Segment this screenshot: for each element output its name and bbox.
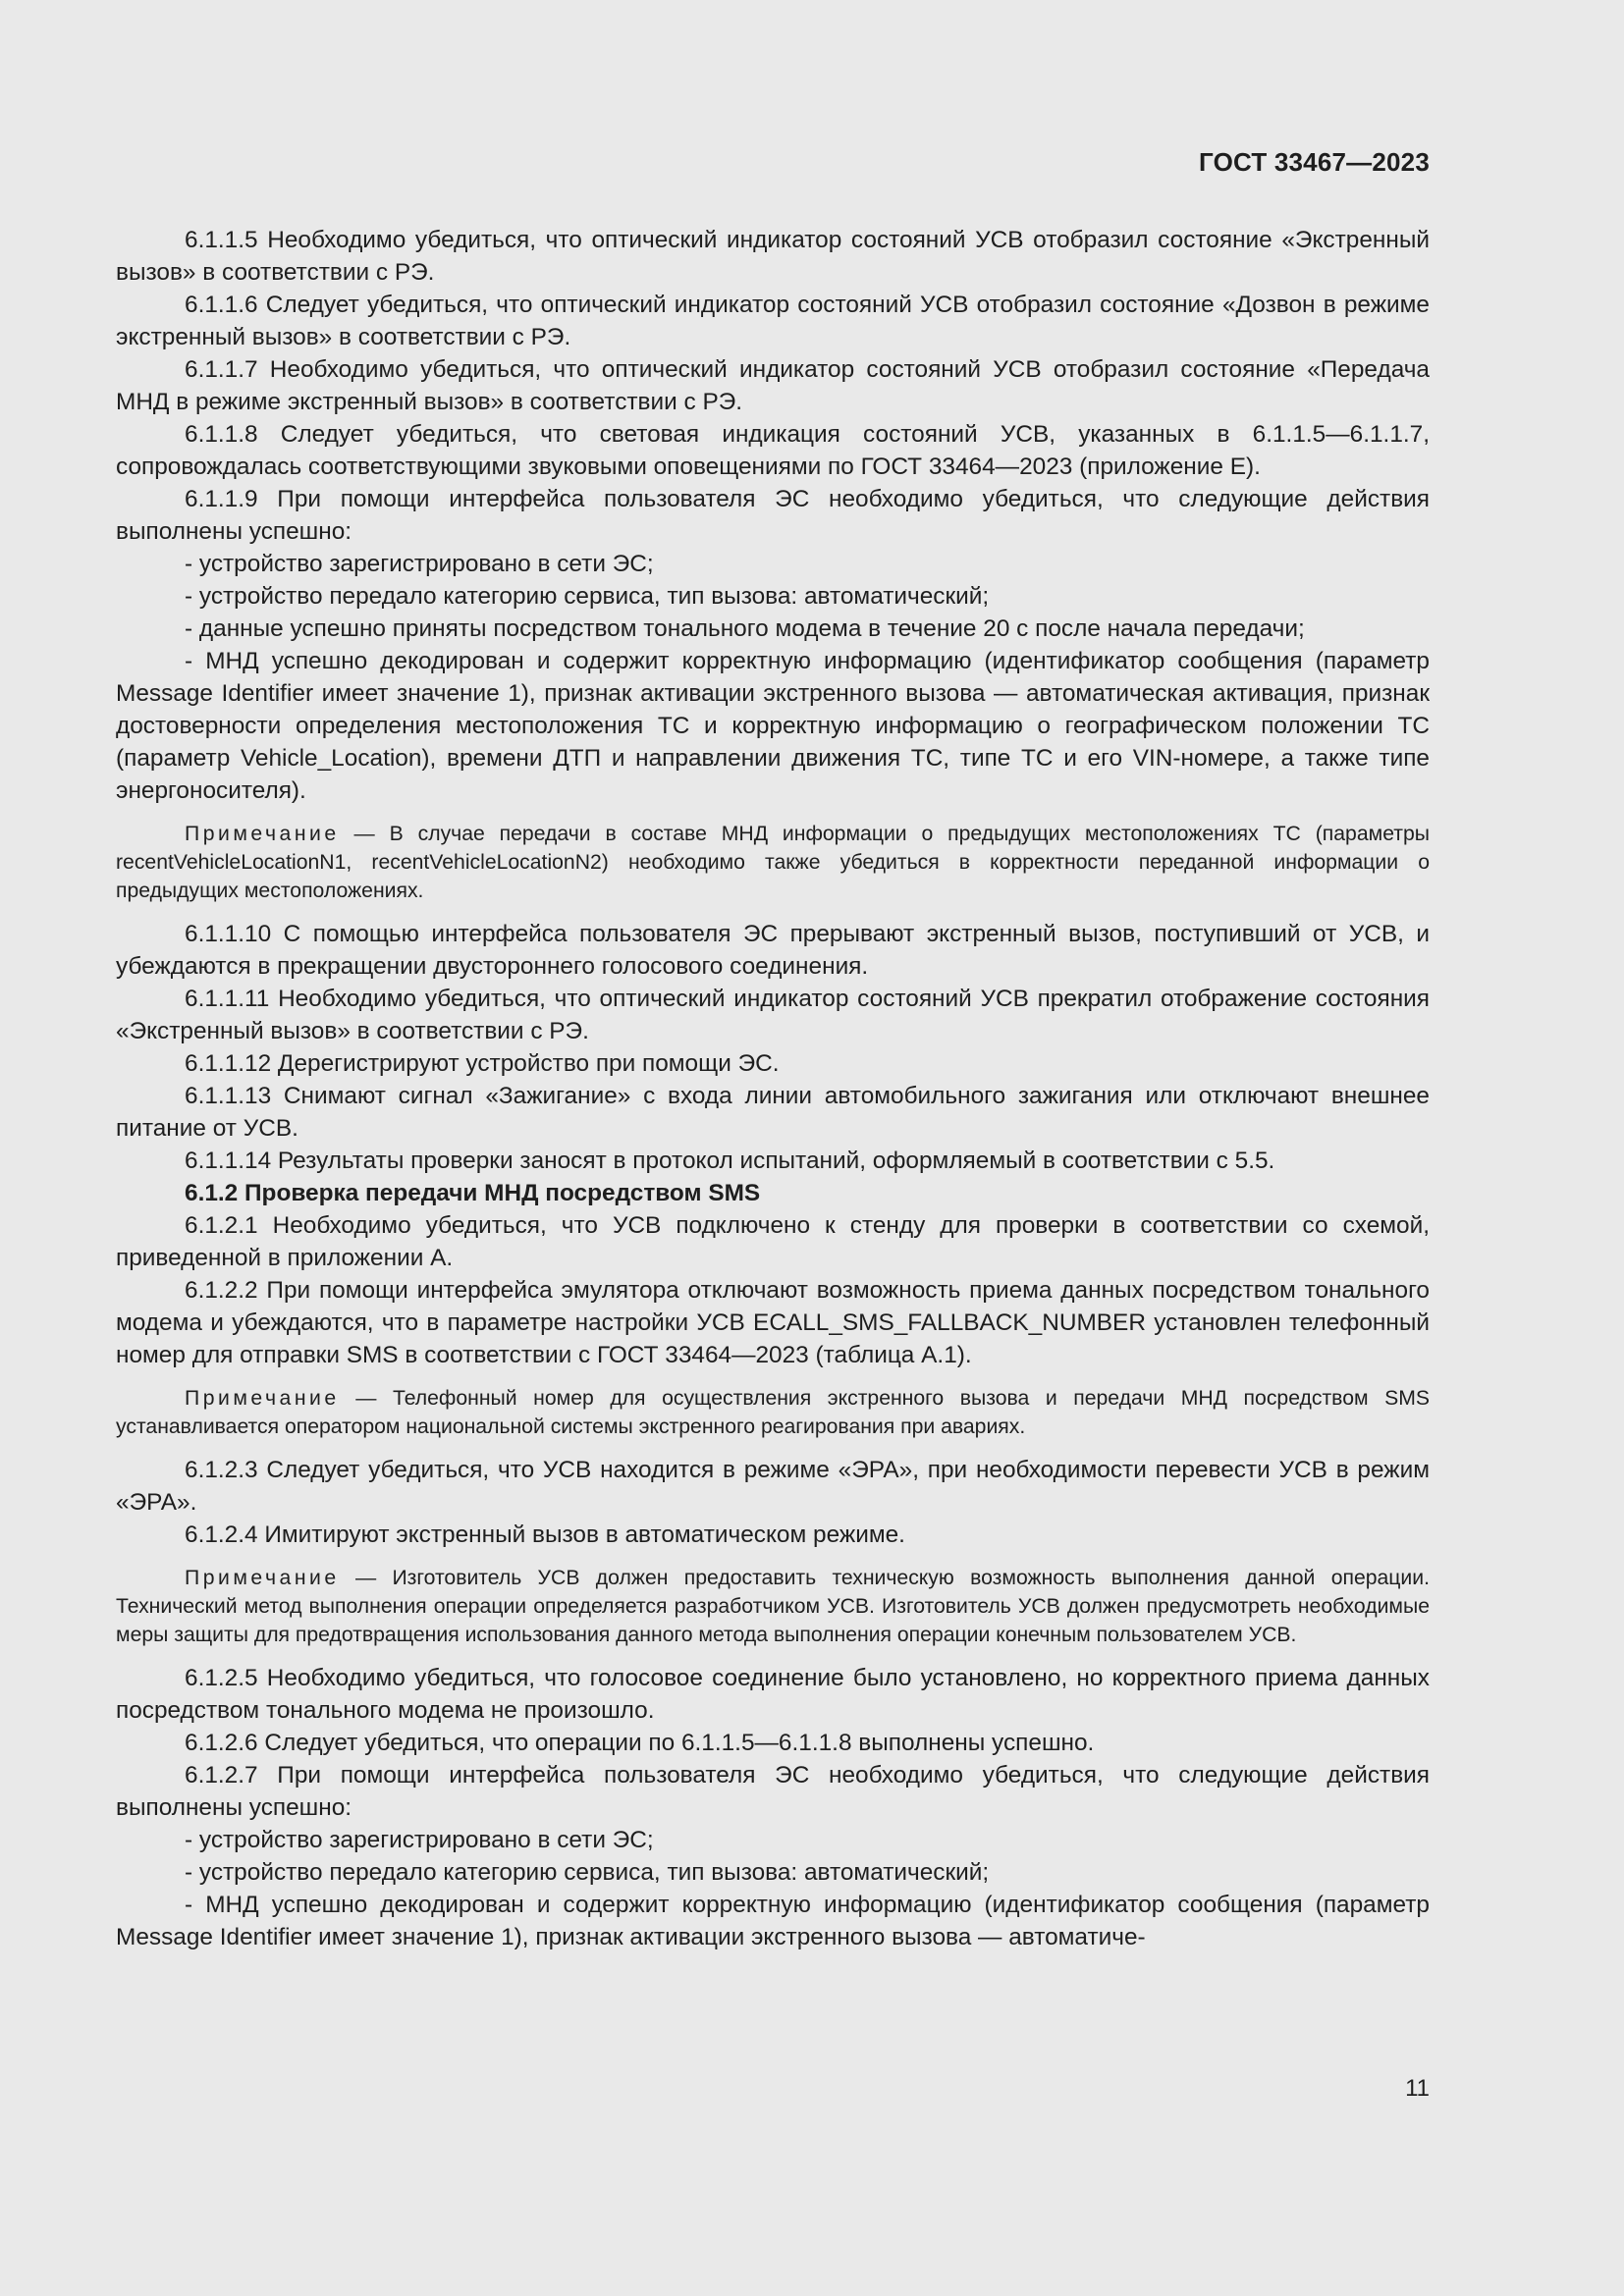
list-item: - устройство передало категорию сервиса, тип вызова: автоматический; [185,1859,990,1886]
standard-header: ГОСТ 33467—2023 [1199,147,1430,177]
paragraph-6-1-2-5: 6.1.2.5 Необходимо убедиться, что голосовое соединение было установлено, но корректного приема данных посредством тонального модема не произошло. [116,1665,1430,1724]
paragraph-6-1-2-1: 6.1.2.1 Необходимо убедиться, что УСВ подключено к стенду для проверки в соответствии со схемой, приведенной в приложении А. [116,1212,1430,1271]
note-2 [116,1384,1430,1441]
paragraph-6-1-2-6: 6.1.2.6 Следует убедиться, что операции по 6.1.1.5—6.1.1.8 выполнены успешно. [185,1730,1095,1756]
note-text: — В случае передачи в составе МНД информации о предыдущих местоположениях ТС (параметры recentVehicleLocationN1, recentVehicleLocationN2) необходимо также убедиться в корректности переданной информации о предыдущих местоположениях. [116,823,1430,902]
list-item: - данные успешно приняты посредством тонального модема в течение 20 с после начала передачи; [185,615,1305,642]
paragraph-6-1-2-3: 6.1.2.3 Следует убедиться, что УСВ находится в режиме «ЭРА», при необходимости перевести УСВ в режим «ЭРА». [116,1457,1430,1516]
paragraph-6-1-1-14: 6.1.1.14 Результаты проверки заносят в протокол испытаний, оформляемый в соответствии с 5.5. [185,1148,1275,1174]
list-item: - МНД успешно декодирован и содержит корректную информацию (идентификатор сообщения (параметр Message Identifier имеет значение 1), признак активации экстренного вызова — автоматическая активация, признак достоверности определения местоположения ТС и корректную информацию о географическом положении ТС (параметр Vehicle_Location), времени ДТП и направлении движения ТС, типе ТС и его VIN-номере, а также типе энергоносителя). [116,648,1430,804]
document-body [116,224,1430,1953]
paragraph-6-1-2-4: 6.1.2.4 Имитируют экстренный вызов в автоматическом режиме. [185,1522,905,1548]
paragraph-6-1-1-11: 6.1.1.11 Необходимо убедиться, что оптический индикатор состояний УСВ прекратил отображение состояния «Экстренный вызов» в соответствии с РЭ. [116,986,1430,1044]
note-label: Примечание [185,1567,340,1589]
paragraph-6-1-1-5: 6.1.1.5 Необходимо убедиться, что оптический индикатор состояний УСВ отобразил состояние «Экстренный вызов» в соответствии с РЭ. [116,227,1430,286]
paragraph-6-1-1-8: 6.1.1.8 Следует убедиться, что световая индикация состояний УСВ, указанных в 6.1.1.5—6.1.1.7, сопровождалась соответствующими звуковыми оповещениями по ГОСТ 33464—2023 (приложение Е). [116,421,1430,480]
paragraph-6-1-2-2: 6.1.2.2 При помощи интерфейса эмулятора отключают возможность приема данных посредством тонального модема и убеждаются, что в параметре настройки УСВ ECALL_SMS_FALLBACK_NUMBER установлен телефонный номер для отправки SMS в соответствии с ГОСТ 33464—2023 (таблица А.1). [116,1277,1430,1368]
note-1 [116,820,1430,905]
note-label: Примечание [185,1387,340,1410]
paragraph-6-1-1-7: 6.1.1.7 Необходимо убедиться, что оптический индикатор состояний УСВ отобразил состояние «Передача МНД в режиме экстренный вызов» в соответствии с РЭ. [116,356,1430,415]
note-text: — Телефонный номер для осуществления экстренного вызова и передачи МНД посредством SMS устанавливается оператором национальной системы экстренного реагирования при авариях. [116,1387,1431,1438]
paragraph-6-1-1-9: 6.1.1.9 При помощи интерфейса пользователя ЭС необходимо убедиться, что следующие действия выполнены успешно: [116,486,1430,545]
subsection-heading: 6.1.2 Проверка передачи МНД посредством SMS [185,1180,761,1206]
list-item: - МНД успешно декодирован и содержит корректную информацию (идентификатор сообщения (параметр Message Identifier имеет значение 1), признак активации экстренного вызова — автоматиче- [116,1892,1430,1950]
list-item: - устройство зарегистрировано в сети ЭС; [185,551,654,577]
page-number: 11 [1405,2075,1430,2102]
note-label: Примечание [185,823,340,845]
list-item: - устройство передало категорию сервиса, тип вызова: автоматический; [185,583,990,610]
list-item: - устройство зарегистрировано в сети ЭС; [185,1827,654,1853]
note-3 [116,1564,1430,1649]
paragraph-6-1-1-6: 6.1.1.6 Следует убедиться, что оптический индикатор состояний УСВ отобразил состояние «Дозвон в режиме экстренный вызов» в соответствии с РЭ. [116,292,1430,350]
paragraph-6-1-1-10: 6.1.1.10 С помощью интерфейса пользователя ЭС прерывают экстренный вызов, поступивший от УСВ, и убеждаются в прекращении двустороннего голосового соединения. [116,921,1430,980]
paragraph-6-1-1-13: 6.1.1.13 Снимают сигнал «Зажигание» с входа линии автомобильного зажигания или отключают внешнее питание от УСВ. [116,1083,1430,1142]
note-text: — Изготовитель УСВ должен предоставить техническую возможность выполнения данной операции. Технический метод выполнения операции определяется разработчиком УСВ. Изготовитель УСВ должен предусмотреть необходимые меры защиты для предотвращения использования данного метода выполнения операции конечным пользователем УСВ. [116,1567,1430,1646]
paragraph-6-1-2-7: 6.1.2.7 При помощи интерфейса пользователя ЭС необходимо убедиться, что следующие действия выполнены успешно: [116,1762,1430,1821]
paragraph-6-1-1-12: 6.1.1.12 Дерегистрируют устройство при помощи ЭС. [185,1050,780,1077]
